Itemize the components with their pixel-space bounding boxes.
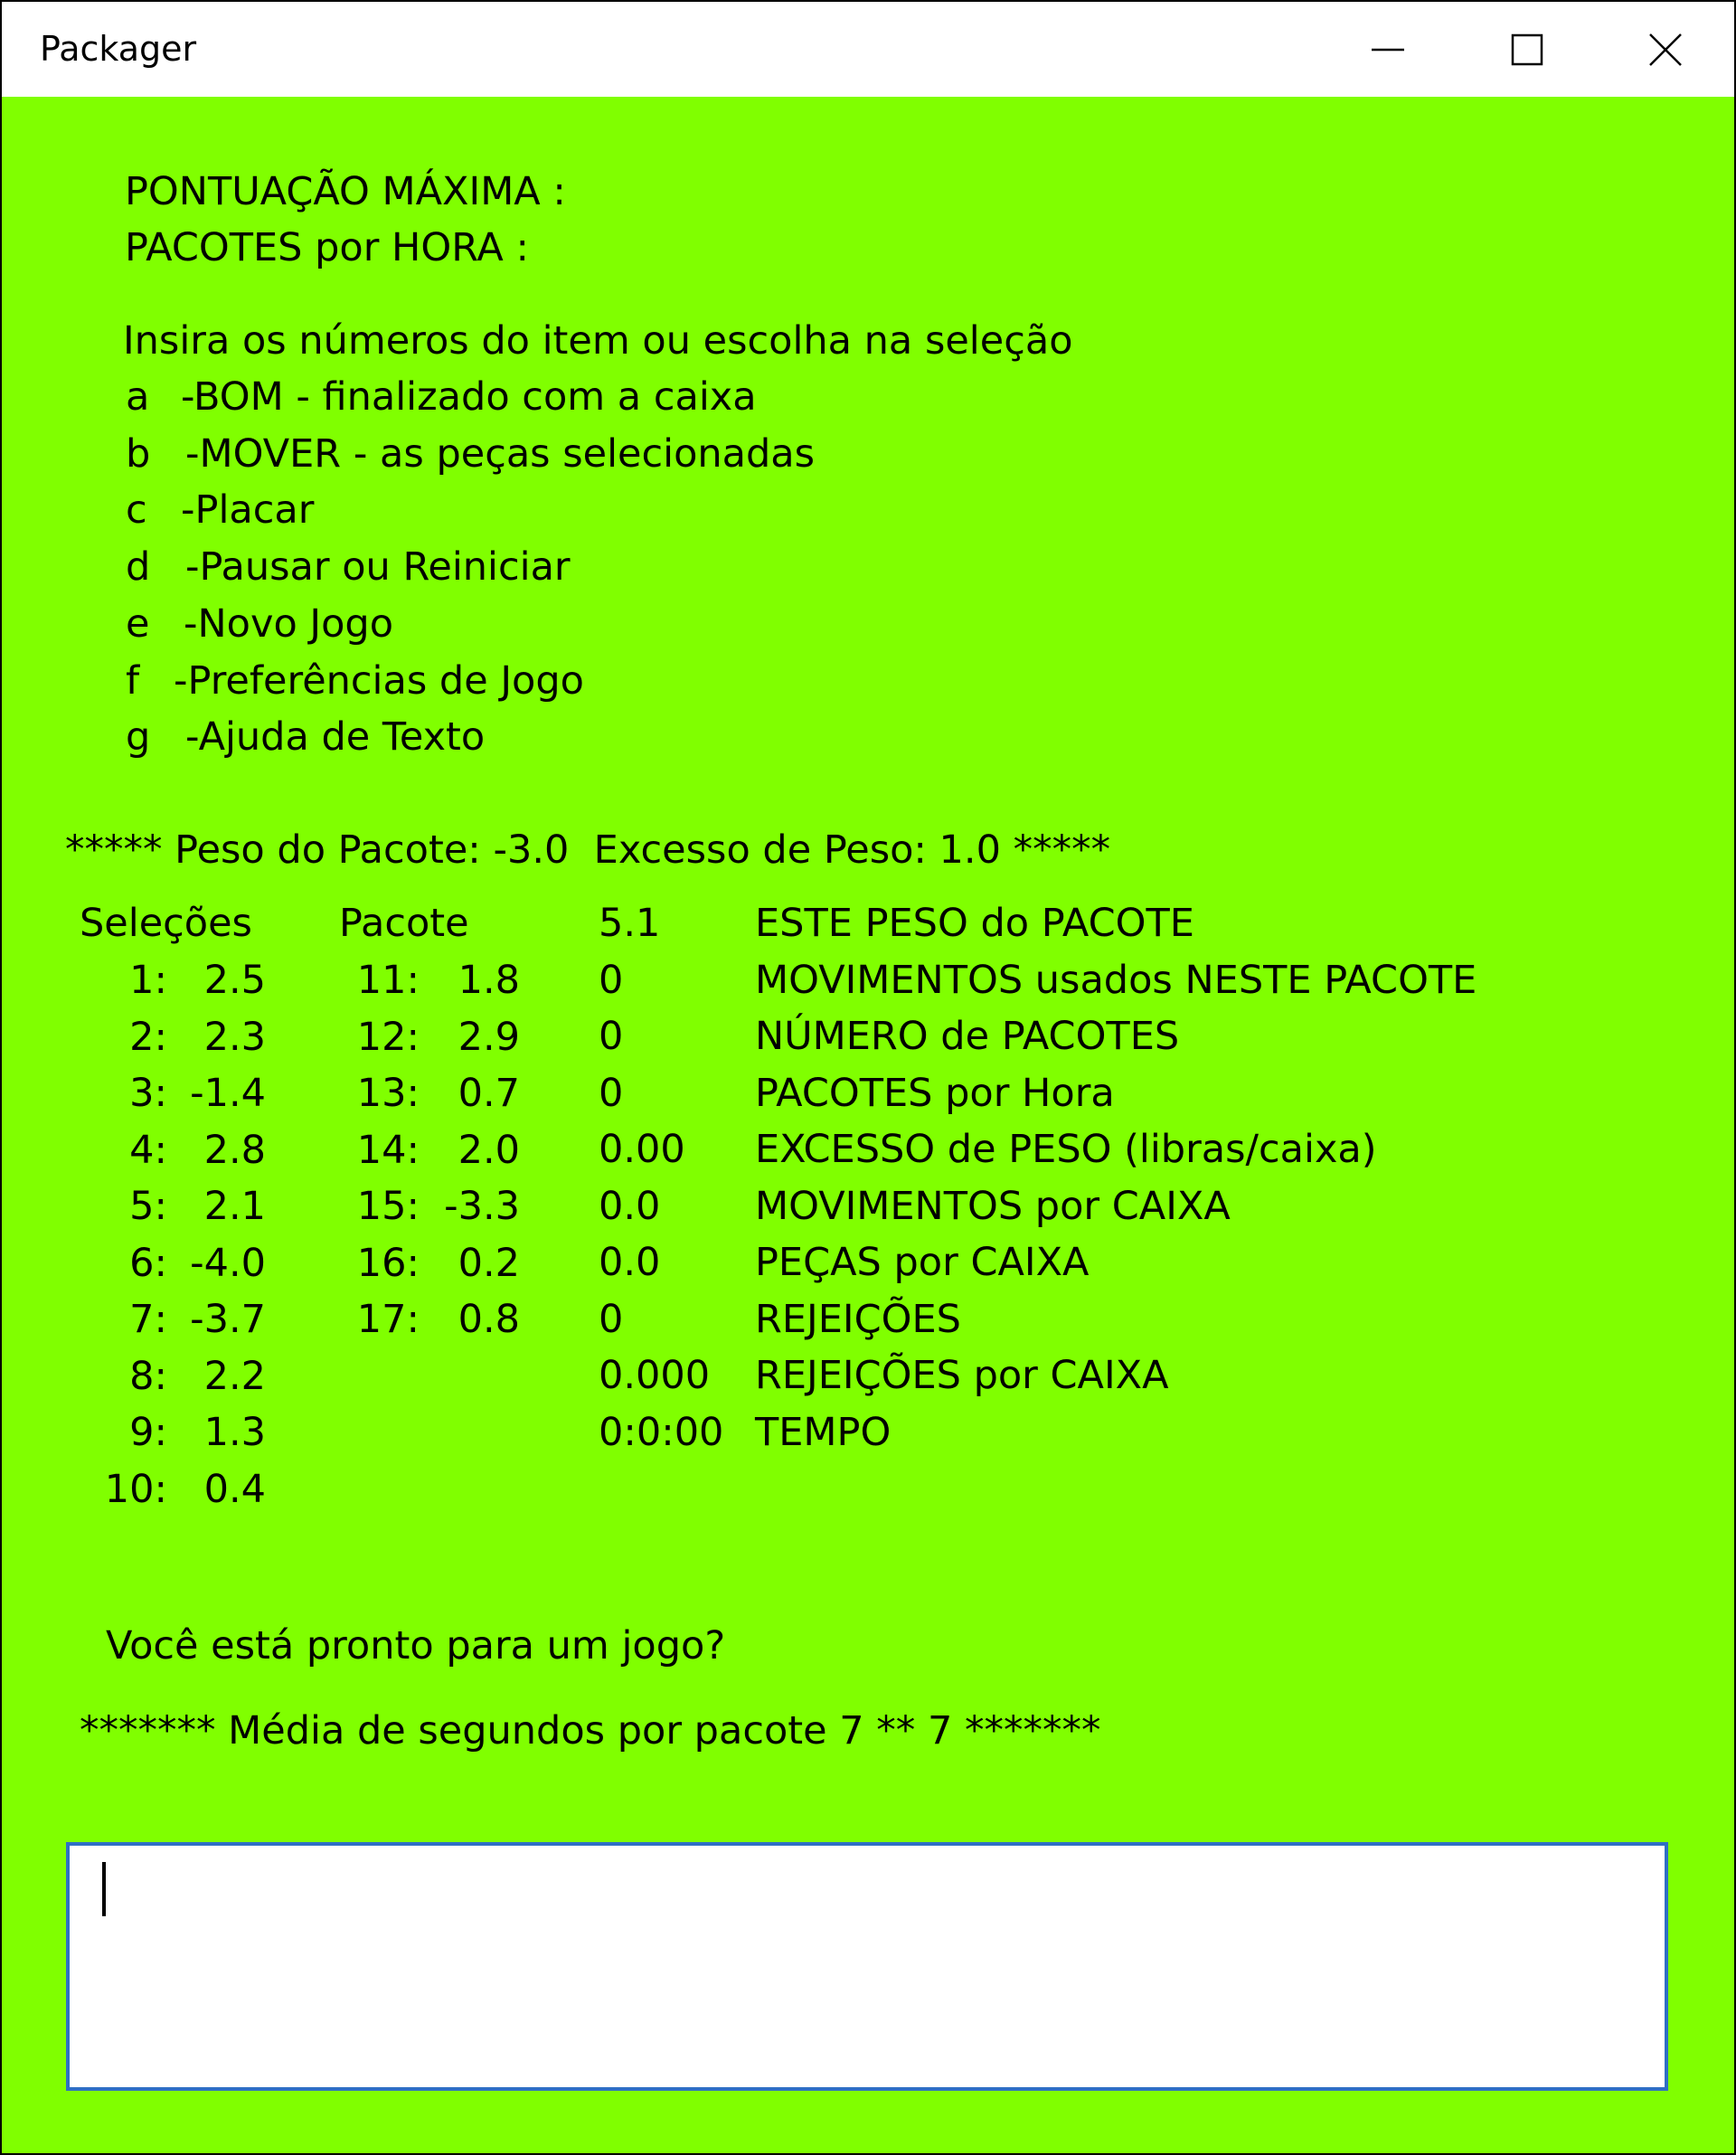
max-score-label: PONTUAÇÃO MÁXIMA : [125, 169, 566, 214]
selection-number: 4: [129, 1127, 167, 1173]
stat-value: 0.0 [599, 1183, 661, 1229]
menu-key: f [126, 657, 140, 704]
selection-number: 6: [129, 1240, 167, 1286]
package-value: -3.3 [444, 1184, 520, 1229]
minimize-icon [1370, 32, 1406, 68]
menu-item-label: -BOM - finalizado com a caixa [181, 374, 757, 420]
menu-key: d [126, 544, 151, 591]
menu-item-label: -Novo Jogo [184, 600, 394, 647]
selection-number: 3: [129, 1071, 167, 1116]
selection-number: 10: [104, 1466, 167, 1512]
menu-item-label: -Preferências de Jogo [174, 657, 584, 704]
stat-label: ESTE PESO do PACOTE [755, 901, 1194, 946]
package-number: 17: [356, 1297, 420, 1342]
selection-value: -3.7 [190, 1297, 266, 1342]
maximize-button[interactable] [1482, 18, 1572, 81]
stat-label: NÚMERO de PACOTES [755, 1014, 1180, 1059]
maximize-icon [1509, 32, 1545, 68]
selection-number: 1: [129, 958, 167, 1003]
menu-item-label: -Ajuda de Texto [185, 714, 486, 761]
selection-number: 9: [129, 1410, 167, 1455]
stat-value: 0:0:00 [599, 1409, 724, 1455]
package-header: Pacote [339, 901, 469, 946]
menu-key: a [126, 374, 150, 420]
command-input[interactable] [66, 1842, 1668, 2091]
package-value: 2.0 [458, 1127, 520, 1173]
package-value: 2.9 [458, 1014, 520, 1060]
average-seconds-line: ******* Média de segundos por pacote 7 ** 7 ******* [80, 1708, 1101, 1753]
package-number: 16: [356, 1240, 420, 1286]
stat-value: 0 [599, 1014, 624, 1059]
close-icon [1647, 32, 1684, 68]
selection-value: 2.8 [203, 1127, 266, 1173]
selection-value: -4.0 [190, 1240, 266, 1286]
stat-value: 0.0 [599, 1240, 661, 1285]
selection-number: 5: [129, 1184, 167, 1229]
text-caret [102, 1862, 106, 1916]
stat-label: EXCESSO de PESO (libras/caixa) [755, 1127, 1377, 1172]
selection-value: 2.3 [203, 1014, 266, 1060]
package-value: 0.8 [458, 1297, 520, 1342]
weight-status-line: ***** Peso do Pacote: -3.0 Excesso de Peso: 1.0 ***** [65, 827, 1111, 873]
package-number: 11: [356, 958, 420, 1003]
menu-intro: Insira os números do item ou escolha na seleção [123, 318, 1073, 364]
menu-key: c [126, 487, 147, 534]
menu-key: e [126, 600, 150, 647]
ready-prompt: Você está pronto para um jogo? [106, 1623, 726, 1668]
selection-value: 2.1 [203, 1184, 266, 1229]
stat-label: MOVIMENTOS usados NESTE PACOTE [755, 957, 1477, 1003]
selection-value: 0.4 [203, 1466, 266, 1512]
minimize-button[interactable] [1343, 18, 1433, 81]
selection-number: 7: [129, 1297, 167, 1342]
selection-value: 1.3 [203, 1410, 266, 1455]
menu-key: g [126, 714, 151, 761]
stat-label: REJEIÇÕES [755, 1296, 961, 1342]
stat-label: PACOTES por Hora [755, 1070, 1115, 1116]
stat-value: 0 [599, 1296, 624, 1342]
menu-item-label: -MOVER - as peças selecionadas [185, 430, 816, 477]
stat-value: 0.000 [599, 1353, 711, 1398]
menu-item-label: -Pausar ou Reiniciar [185, 544, 571, 591]
package-number: 14: [356, 1127, 420, 1173]
package-value: 0.2 [458, 1240, 520, 1286]
selection-number: 2: [129, 1014, 167, 1060]
window-title: Packager [40, 29, 197, 69]
package-value: 0.7 [458, 1071, 520, 1116]
selection-value: -1.4 [190, 1071, 266, 1116]
selection-value: 2.2 [203, 1353, 266, 1399]
menu-item-label: -Placar [181, 487, 315, 534]
stat-value: 0.00 [599, 1127, 685, 1172]
close-button[interactable] [1620, 18, 1711, 81]
package-number: 13: [356, 1071, 420, 1116]
packages-per-hour-label: PACOTES por HORA : [125, 225, 529, 270]
package-number: 12: [356, 1014, 420, 1060]
game-panel [2, 97, 1734, 2153]
stat-label: MOVIMENTOS por CAIXA [755, 1183, 1231, 1229]
title-bar[interactable] [2, 2, 1734, 97]
selection-number: 8: [129, 1353, 167, 1399]
stat-label: TEMPO [755, 1409, 892, 1455]
package-number: 15: [356, 1184, 420, 1229]
stat-value: 0 [599, 957, 624, 1003]
stat-label: REJEIÇÕES por CAIXA [755, 1353, 1169, 1398]
menu-key: b [126, 430, 151, 477]
selection-value: 2.5 [203, 958, 266, 1003]
stat-value: 5.1 [599, 901, 661, 946]
selections-header: Seleções [80, 901, 252, 946]
stat-value: 0 [599, 1070, 624, 1116]
package-value: 1.8 [458, 958, 520, 1003]
stat-label: PEÇAS por CAIXA [755, 1240, 1090, 1285]
